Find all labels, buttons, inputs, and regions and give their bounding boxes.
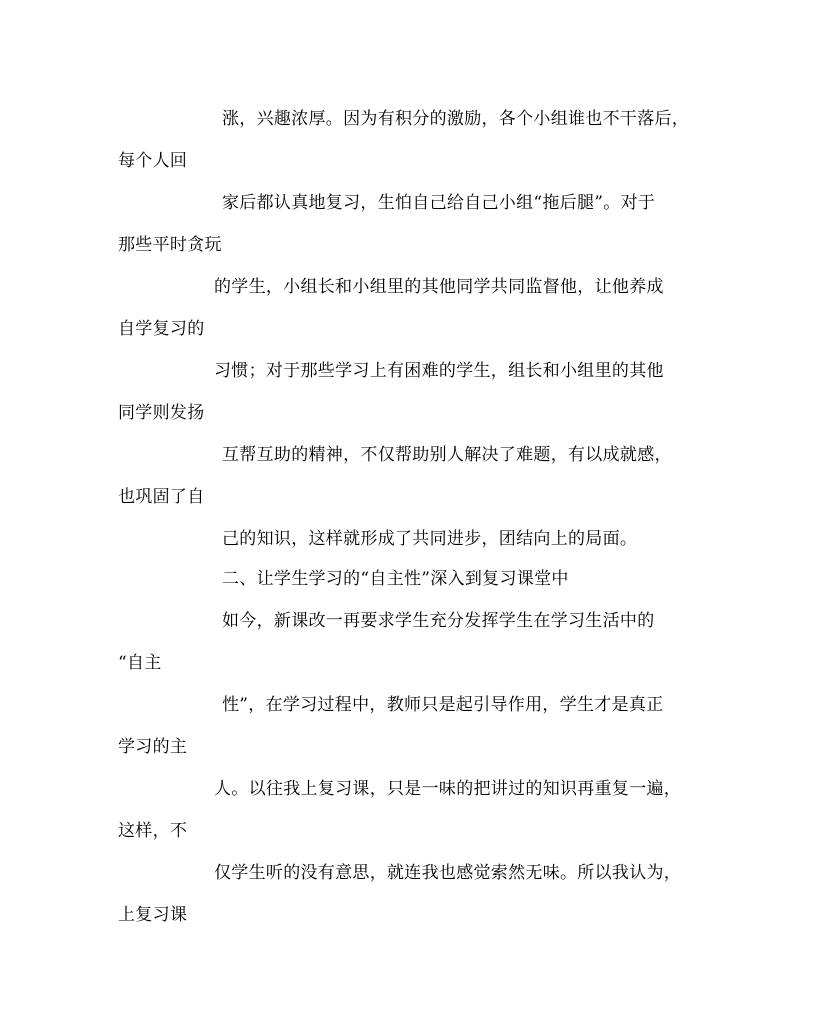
- text-line: 仅学生听的没有意思，就连我也感觉索然无味。所以我认为，: [214, 863, 682, 883]
- text-line: 自学复习的: [118, 319, 205, 339]
- text-line: 如今，新课改一再要求学生充分发挥学生在学习生活中的: [222, 611, 655, 631]
- text-line: 己的知识，这样就形成了共同进步，团结向上的局面。: [222, 529, 638, 549]
- text-line: 那些平时贪玩: [118, 235, 222, 255]
- text-line: 人。以往我上复习课，只是一味的把讲过的知识再重复一遍，: [214, 779, 682, 799]
- text-line: 性”，在学习过程中，教师只是起引导作用，学生才是真正: [222, 695, 664, 715]
- text-line: 涨，兴趣浓厚。因为有积分的激励，各个小组谁也不干落后，: [222, 109, 690, 129]
- text-line: 习惯；对于那些学习上有困难的学生，组长和小组里的其他: [214, 361, 664, 381]
- text-line: 也巩固了自: [118, 487, 205, 507]
- text-line: 同学则发扬: [118, 403, 205, 423]
- text-line: “自主: [118, 653, 162, 673]
- text-line: 这样，不: [118, 821, 188, 841]
- text-line: 上复习课: [118, 905, 188, 925]
- text-line: 的学生，小组长和小组里的其他同学共同监督他，让他养成: [214, 277, 664, 297]
- text-line: 学习的主: [118, 737, 188, 757]
- section-heading: 二、让学生学习的“自主性”深入到复习课堂中: [222, 569, 569, 589]
- text-line: 互帮互助的精神，不仅帮助别人解决了难题，有以成就感，: [222, 445, 672, 465]
- text-line: 每个人回: [118, 151, 188, 171]
- text-line: 家后都认真地复习，生怕自己给自己小组“拖后腿”。对于: [222, 193, 656, 213]
